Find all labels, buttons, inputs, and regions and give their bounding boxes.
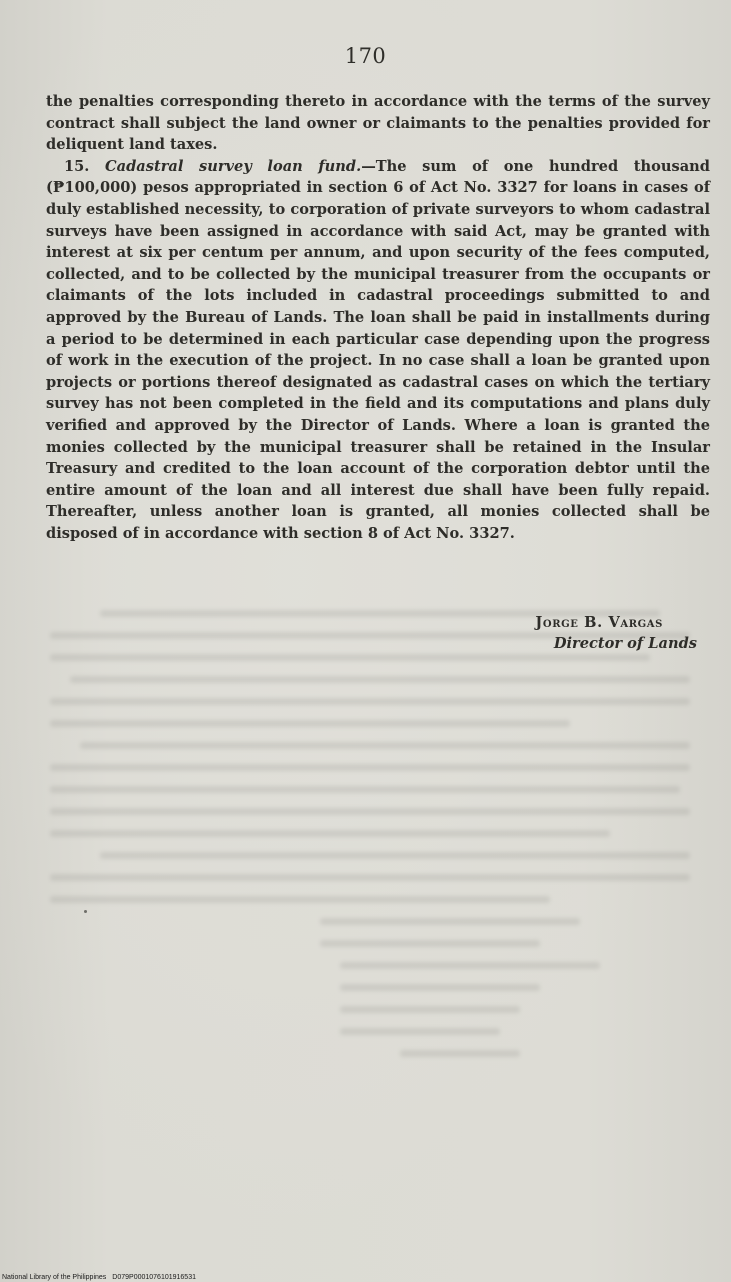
footer-code: D079P0001076101916531: [112, 1274, 196, 1281]
footer-library: National Library of the Philippines: [2, 1274, 107, 1281]
section-15-paragraph: [46, 156, 710, 545]
section-heading: Cadastral survey loan fund.: [105, 157, 362, 175]
section-number: 15.: [64, 157, 90, 175]
signatory-title: Director of Lands: [553, 635, 697, 652]
bleed-through-text: [40, 610, 720, 1170]
scan-footer: [2, 1274, 196, 1281]
page-number: 170: [344, 44, 387, 68]
signature-block: [535, 612, 697, 654]
dust-speck: [84, 910, 87, 913]
paragraph-continuation: the penalties corresponding thereto in accordance with the terms of the survey contract shall subject the land owner or claimants to the penalties provided for deliquent land taxes.: [46, 93, 710, 154]
signatory-name: Jorge B. Vargas: [535, 614, 663, 631]
section-text: —The sum of one hundred thousand (₱100,000) pesos appropriated in section 6 of Act No. 3327 for loans in cases of duly established necessity, to corporation of private surveyors to whom cadastral surveys have been assigned in accordance with said Act, may be granted with interest at six per centum per annum, and upon security of the fees computed, collected, and to be collected by the municipal treasurer from the occupants or claimants of the lots included in cadastral proceedings submitted to and approved by the Bureau of Lands. The loan shall be paid in installments during a period to be determined in each particular case depending upon the progress of work in the execution of the project. In no case shall a loan be granted upon projects or portions thereof designated as cadastral cases on which the tertiary survey has not been completed in the field and its computations and plans duly verified and approved by the Director of Lands. Where a loan is granted the monies collected by the municipal treasurer shall be retained in the Insular Treasury and credited to the loan account of the corporation debtor until the entire amount of the loan and all interest due shall have been fully repaid. Thereafter, unless another loan is granted, all monies collected shall be disposed of in accordance with section 8 of Act No. 3327.: [46, 157, 710, 542]
document-body: [46, 91, 710, 544]
